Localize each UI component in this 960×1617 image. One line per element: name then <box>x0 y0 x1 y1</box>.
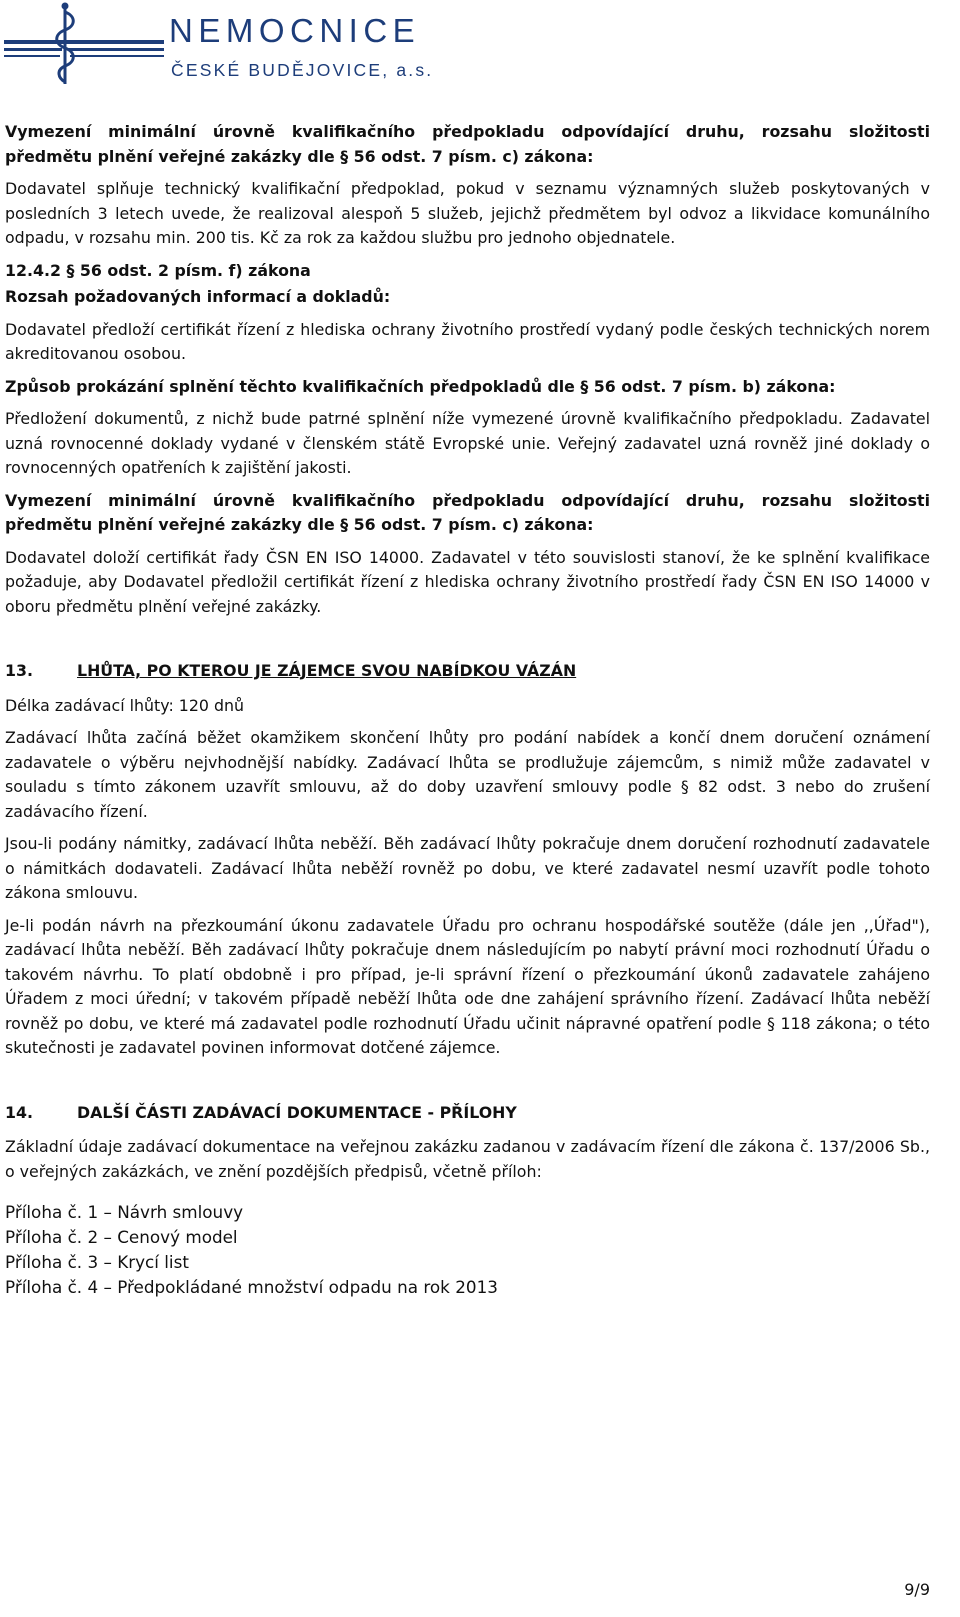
org-name: NEMOCNICE <box>169 12 421 49</box>
document-body <box>5 120 930 1300</box>
paragraph: Dodavatel doloží certifikát řady ČSN EN ISO 14000. Zadavatel v této souvislosti stanoví, že ke splnění kvalifikace požaduje, aby Dodavatel předložil certifikát řízení z hlediska ochrany životního prostředí řady ČSN EN ISO 14000 v oboru předmětu plnění veřejné zakázky. <box>5 547 930 616</box>
paragraph: Dodavatel splňuje technický kvalifikační předpoklad, pokud v seznamu významných služeb poskytovaných v posledních 3 letech uvede, že realizoval alespoň 5 služeb, jejichž předmětem byl odvoz a likvidace komunálního odpadu, v rozsahu min. 200 tis. Kč za rok za každou službu pro jednoho objednatele. <box>5 179 930 247</box>
paragraph: Je-li podán návrh na přezkoumání úkonu zadavatele Úřadu pro ochranu hospodářské soutěže (dále jen ,,Úřad"), zadávací lhůta neběží. Běh zadávací lhůty pokračuje dnem následujícím po nabytí právní moci rozhodnutí Úřadu o takovém návrhu. To platí obdobně i pro případ, je-li správní řízení o přezkoumání úkonů zadavatele zahájeno Úřadem z moci úřední; v takovém případě neběží lhůta ode dne zahájení správního řízení. Zadávací lhůta neběží rovněž po dobu, ve které má zadavatel podle rozhodnutí Úřadu učinit nápravné opatření podle § 118 zákona; o této skutečnosti je zadavatel povinen informovat dotčené zájemce. <box>5 915 930 1057</box>
section-title: LHŮTA, PO KTEROU JE ZÁJEMCE SVOU NABÍDKOU VÁZÁN <box>77 661 577 680</box>
paragraph: Předložení dokumentů, z nichž bude patrné splnění níže vymezené úrovně kvalifikačního předpokladu. Zadavatel uzná rovnocenné doklady vydané v členském státě Evropské unie. Veřejný zadavatel uzná rovněž jiné doklady o rovnocenných opatřeních k zajištění jakosti. <box>5 409 930 477</box>
list-item: Příloha č. 4 – Předpokládané množství odpadu na rok 2013 <box>5 1277 498 1297</box>
org-subtitle: ČESKÉ BUDĚJOVICE, a.s. <box>171 60 434 80</box>
paragraph: Dodavatel předloží certifikát řízení z hlediska ochrany životního prostředí vydaný podle českých technických norem akreditovanou osobou. <box>5 319 930 363</box>
paragraph: Zadávací lhůta začíná běžet okamžikem skončení lhůty pro podání nabídek a končí dnem doručení oznámení zadavatele o výběru nejvhodnější nabídky. Zadávací lhůta se prodlužuje zájemcům, s nimiž může zadavatel v souladu s tímto zákonem uzavřít smlouvu, až do doby uzavření smlouvy podle § 82 odst. 3 nebo do zrušení zadávacího řízení. <box>5 728 930 821</box>
list-item: Příloha č. 2 – Cenový model <box>5 1227 238 1247</box>
section-14-heading <box>5 1101 930 1126</box>
list-item: Příloha č. 1 – Návrh smlouvy <box>5 1202 244 1222</box>
section-13-heading <box>5 659 930 684</box>
requirement-heading: Vymezení minimální úrovně kvalifikačního předpokladu odpovídající druhu, rozsahu složitosti předmětu plnění veřejné zakázky dle § 56 odst. 7 písm. c) zákona: <box>5 122 930 166</box>
subsection-label: Rozsah požadovaných informací a dokladů: <box>5 287 391 306</box>
section-number: 14. <box>5 1102 33 1122</box>
proof-heading: Způsob prokázání splnění těchto kvalifikačních předpokladů dle § 56 odst. 7 písm. b) zákona: <box>5 376 836 396</box>
paragraph: Jsou-li podány námitky, zadávací lhůta neběží. Běh zadávací lhůty pokračuje dnem doručení rozhodnutí zadavatele o námitkách dodavateli. Zadávací lhůta neběží rovněž po dobu, ve které zadavatel nesmí uzavřít podle tohoto zákona smlouvu. <box>5 834 930 902</box>
page-number: 9/9 <box>904 1580 930 1599</box>
annex-list <box>5 1200 930 1300</box>
section-title: DALŠÍ ČÁSTI ZADÁVACÍ DOKUMENTACE - PŘÍLOHY <box>77 1102 517 1122</box>
paragraph: Základní údaje zadávací dokumentace na veřejnou zakázku zadanou v zadávacím řízení dle zákona č. 137/2006 Sb., o veřejných zakázkách, ve znění pozdějších předpisů, včetně příloh: <box>5 1137 930 1181</box>
requirement-heading: Vymezení minimální úrovně kvalifikačního předpokladu odpovídající druhu, rozsahu složitosti předmětu plnění veřejné zakázky dle § 56 odst. 7 písm. c) zákona: <box>5 490 930 534</box>
page-header <box>0 0 960 90</box>
paragraph: Délka zadávací lhůty: 120 dnů <box>5 695 245 715</box>
caduceus-icon <box>4 2 164 88</box>
list-item: Příloha č. 3 – Krycí list <box>5 1252 189 1272</box>
section-number: 13. <box>5 661 33 680</box>
subsection-heading: 12.4.2 § 56 odst. 2 písm. f) zákona <box>5 260 311 280</box>
